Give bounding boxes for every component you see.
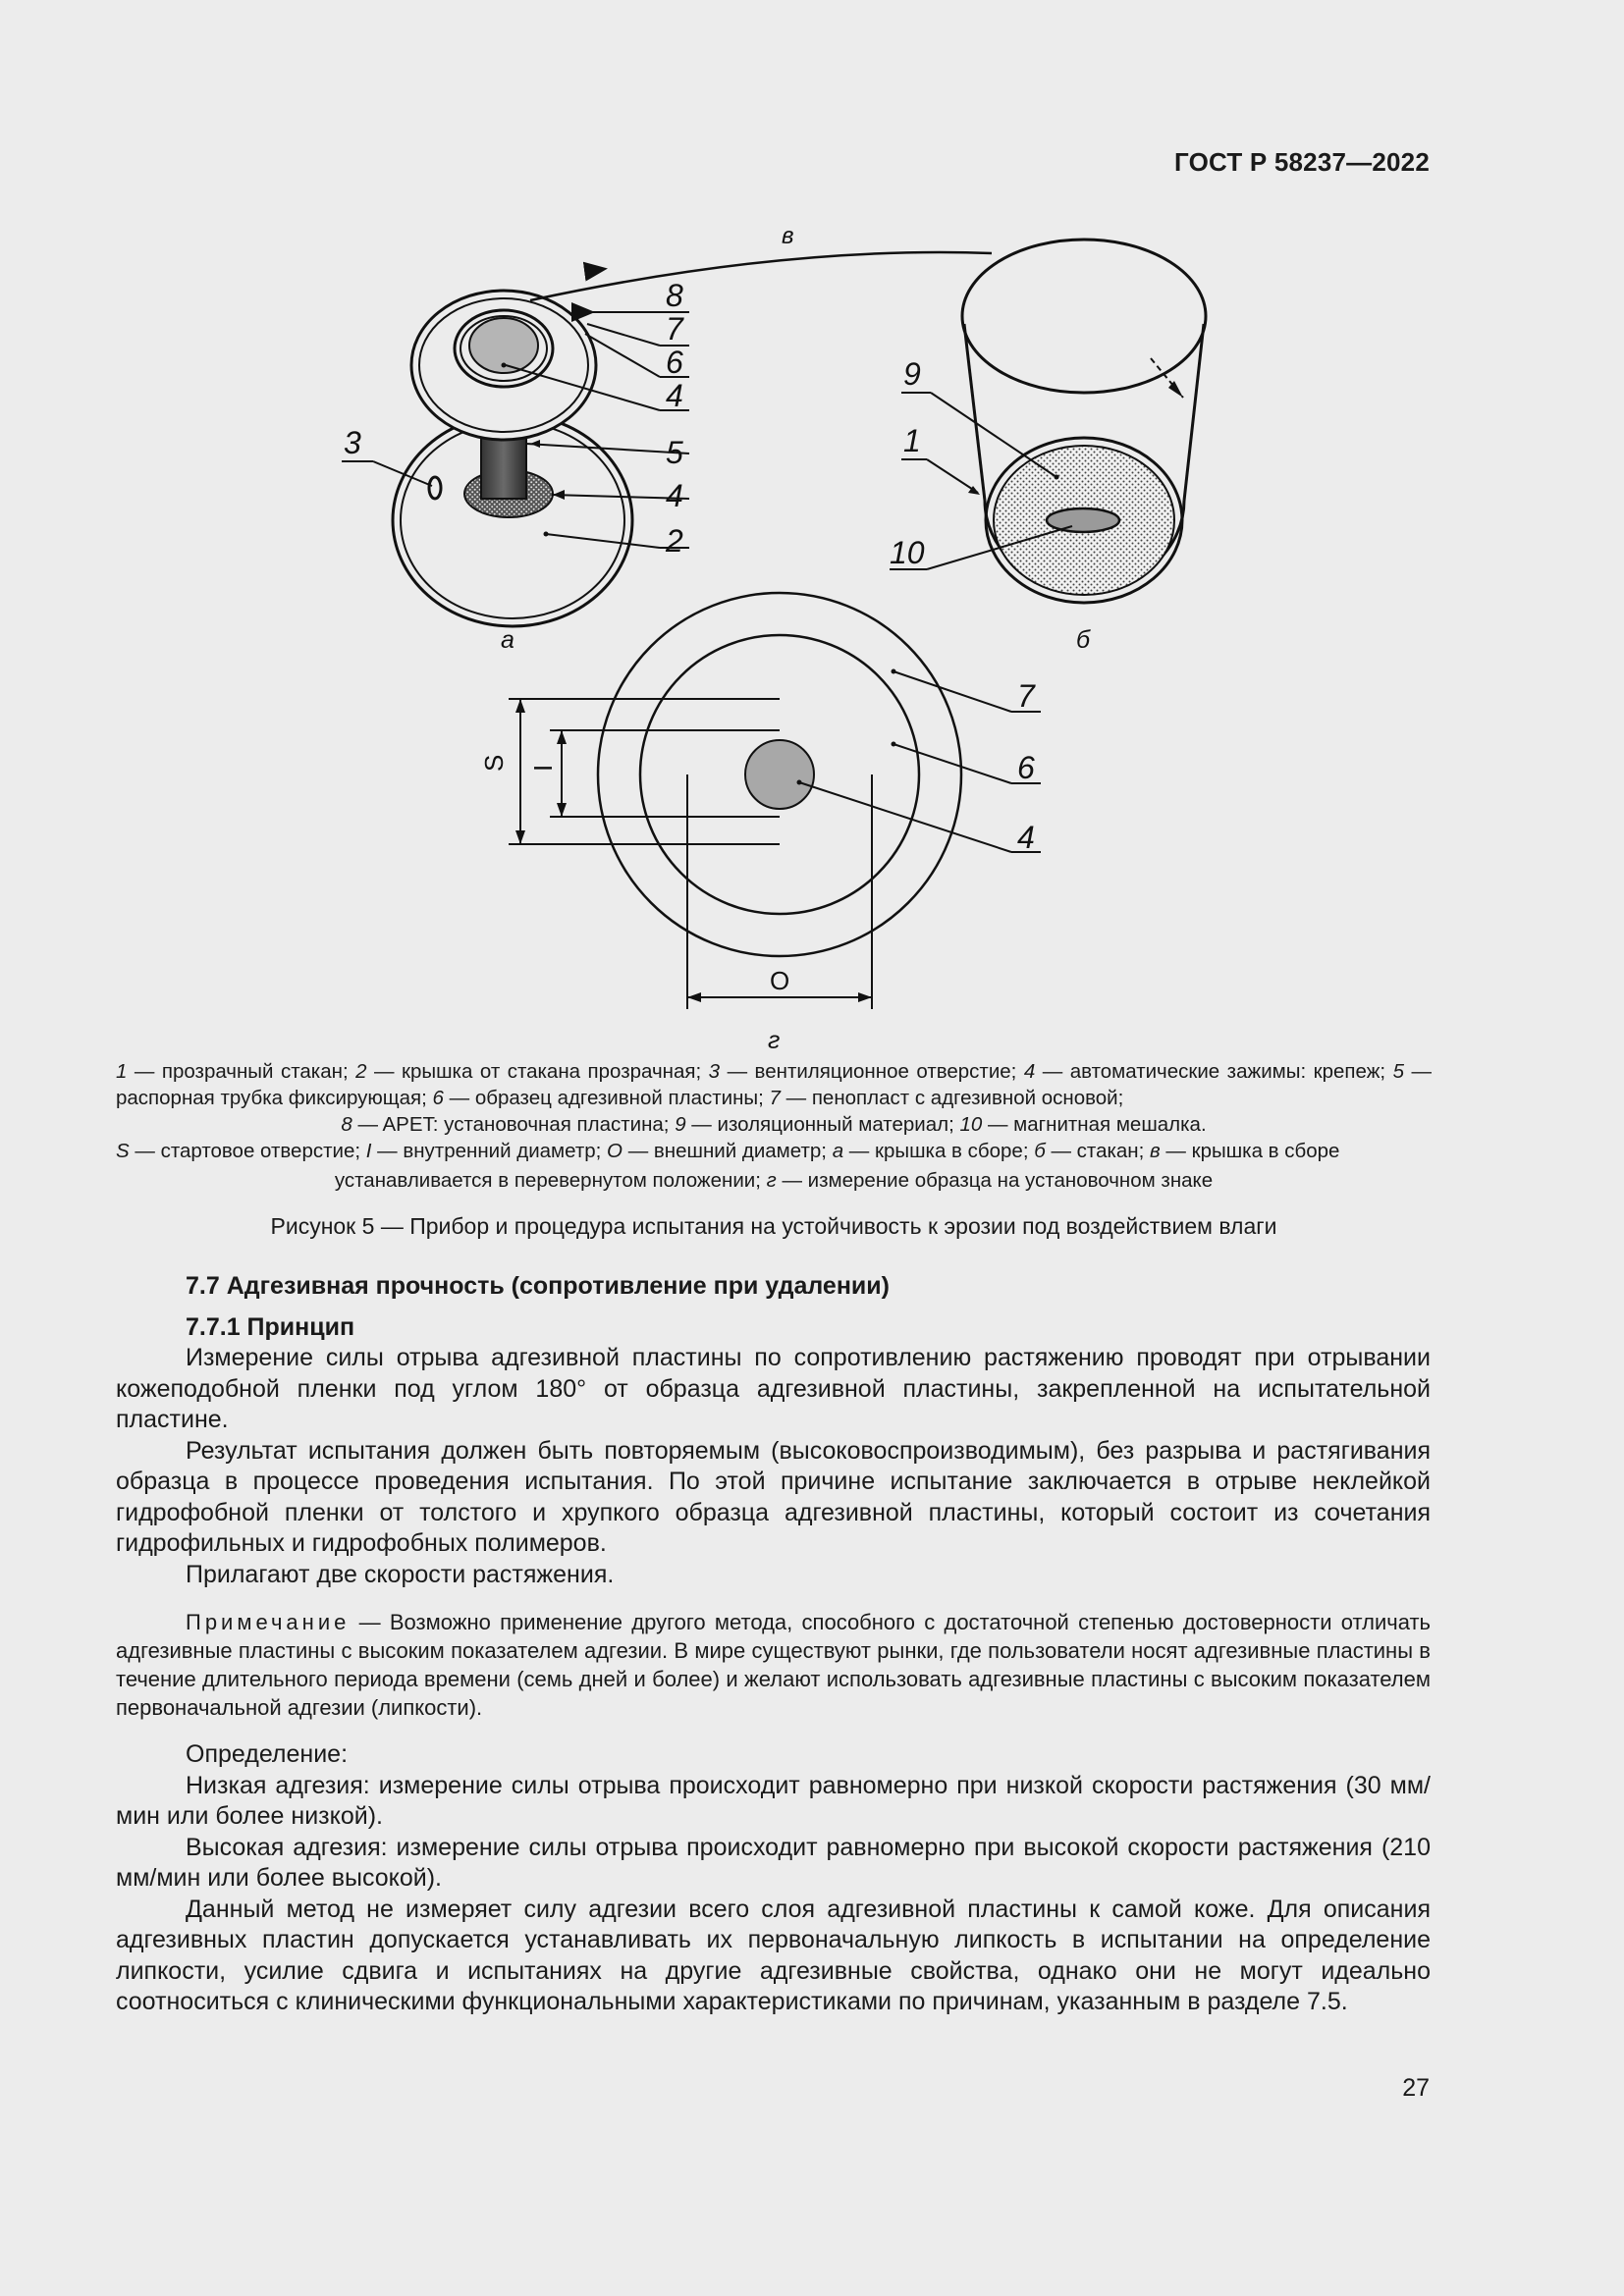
- legend-line-4: [116, 1167, 1432, 1194]
- legend-text: — стартовое отверстие;: [129, 1140, 366, 1162]
- legend-key: 5: [1392, 1060, 1405, 1083]
- label-3: 3: [344, 425, 361, 460]
- paragraph: Результат испытания должен быть повторяемым (высоковоспроизводимым), без разрыва и растягивания образца в процессе проведения испытания. По этой причине испытание заключается в отрыве неклейкой гидрофобной пленки от толстого и хрупкого образца адгезивной пластины, который состоит из сочетания гидрофильных и гидрофобных полимеров.: [116, 1436, 1431, 1557]
- label-v: в: [782, 223, 794, 249]
- dim-label-I: I: [528, 764, 558, 772]
- label-4g: 4: [1017, 820, 1035, 855]
- label-10: 10: [890, 535, 925, 570]
- legend-text: — внешний диаметр;: [623, 1140, 833, 1162]
- section-heading: 7.7 Адгезивная прочность (сопротивление при удалении): [186, 1272, 890, 1300]
- legend-line-3: [116, 1138, 1432, 1164]
- legend-key: в: [1150, 1140, 1161, 1162]
- legend-key: 2: [355, 1060, 367, 1083]
- label-1: 1: [903, 423, 921, 458]
- figure-5-diagram: [0, 206, 1624, 1060]
- label-7: 7: [666, 311, 683, 347]
- legend-text: — автоматические зажимы: крепеж;: [1035, 1060, 1393, 1083]
- legend-key: 4: [1023, 1060, 1036, 1083]
- paragraph: Низкая адгезия: измерение силы отрыва происходит равномерно при низкой скорости растяжения (30 мм/мин или более низкой).: [116, 1771, 1431, 1830]
- legend-text: — вентиляционное отверстие;: [720, 1060, 1024, 1083]
- legend-text: — магнитная мешалка.: [982, 1113, 1207, 1136]
- label-2: 2: [666, 523, 683, 559]
- legend-key: 6: [432, 1087, 444, 1109]
- legend-key: а: [832, 1140, 844, 1162]
- label-6: 6: [666, 345, 683, 380]
- legend-text: — внутренний диаметр;: [371, 1140, 608, 1162]
- legend-key: б: [1034, 1140, 1046, 1162]
- legend-text: — измерение образца на установочном знаке: [776, 1169, 1214, 1192]
- dim-label-O: O: [770, 966, 790, 995]
- label-7g: 7: [1017, 678, 1035, 714]
- legend-line-2: [116, 1111, 1432, 1138]
- subsection-heading: 7.7.1 Принцип: [186, 1312, 355, 1341]
- legend-key: 3: [708, 1060, 721, 1083]
- legend-text: — пенопласт с адгезивной основой;: [780, 1087, 1124, 1109]
- legend-key: 1: [116, 1060, 128, 1083]
- paragraph: Определение:: [186, 1740, 349, 1768]
- legend-key: г: [766, 1169, 777, 1192]
- paragraph: Высокая адгезия: измерение силы отрыва происходит равномерно при высокой скорости растяжения (210 мм/мин или более высокой).: [116, 1833, 1431, 1892]
- vent-hole-icon: [429, 477, 441, 499]
- legend-line-1: [116, 1058, 1432, 1111]
- paragraph: Данный метод не измеряет силу адгезии всего слоя адгезивной пластины к самой коже. Для описания адгезивных пластин допускается устанавливать их первоначальную липкость в испытании на определение липкости, усилие сдвига и испытаниях на другие адгезивные свойства, однако они не могут идеально соотноситься с клиническими функциональными характеристиками по причинам, указанным в разделе 7.5.: [116, 1895, 1431, 2015]
- label-8: 8: [666, 278, 683, 313]
- legend-key: 9: [675, 1113, 686, 1136]
- label-b: б: [1076, 626, 1091, 654]
- note-text: — Возможно применение другого метода, способного с достаточной степенью достоверности отличать адгезивные пластины с высоким показателем адгезии. В мире существуют рынки, где пользователи носят адгезивные пластины в течение длительного периода времени (семь дней и более) и желают использовать адгезивные пластины с высоким показателем первоначальной адгезии (липкости).: [116, 1610, 1431, 1720]
- legend-text: — APET: установочная пластина;: [352, 1113, 676, 1136]
- paragraph: Прилагают две скорости растяжения.: [186, 1560, 615, 1588]
- label-5: 5: [666, 435, 683, 470]
- label-6g: 6: [1017, 750, 1035, 785]
- label-4b: 4: [666, 478, 683, 513]
- legend-text: — крышка в сборе;: [843, 1140, 1035, 1162]
- label-g: г: [768, 1027, 781, 1054]
- paragraph: Измерение силы отрыва адгезивной пластины по сопротивлению растяжению проводят при отрывании кожеподобной пленки под углом 180° от образца адгезивной пластины, закрепленной на испытательной пластине.: [116, 1344, 1431, 1433]
- legend-text: — крышка в сборе: [1160, 1140, 1340, 1162]
- diagram-a-lid-assembly: [342, 223, 992, 654]
- dim-label-S: S: [479, 754, 509, 772]
- legend-text: — прозрачный стакан;: [127, 1060, 356, 1083]
- legend-text: устанавливается в перевернутом положении;: [334, 1169, 767, 1192]
- legend-text: — распорная трубка фиксирующая;: [116, 1060, 1433, 1109]
- diagram-b-cup: [890, 240, 1206, 654]
- legend-key: 7: [769, 1087, 781, 1109]
- legend-key: 10: [959, 1113, 983, 1136]
- legend-key: I: [365, 1140, 372, 1162]
- section-body: [116, 1271, 1431, 2018]
- legend-text: — образец адгезивной пластины;: [443, 1087, 770, 1109]
- note-label: Примечание: [186, 1610, 351, 1634]
- diagram-g-measurement: [479, 593, 1041, 1054]
- note-paragraph: [116, 1608, 1431, 1722]
- legend-text: — изоляционный материал;: [685, 1113, 960, 1136]
- legend-key: O: [607, 1140, 623, 1162]
- page-number: 27: [1402, 2074, 1430, 2102]
- label-4: 4: [666, 378, 683, 413]
- figure-caption: Рисунок 5 — Прибор и процедура испытания на устойчивость к эрозии под воздействием влаги: [270, 1213, 1277, 1239]
- label-a: а: [501, 626, 514, 654]
- legend-text: — стакан;: [1045, 1140, 1150, 1162]
- document-header: ГОСТ Р 58237—2022: [1174, 147, 1430, 177]
- figure-legend: [116, 1058, 1432, 1194]
- legend-text: — крышка от стакана прозрачная;: [366, 1060, 709, 1083]
- legend-key: S: [116, 1140, 130, 1162]
- label-9: 9: [903, 356, 921, 392]
- legend-key: 8: [341, 1113, 352, 1136]
